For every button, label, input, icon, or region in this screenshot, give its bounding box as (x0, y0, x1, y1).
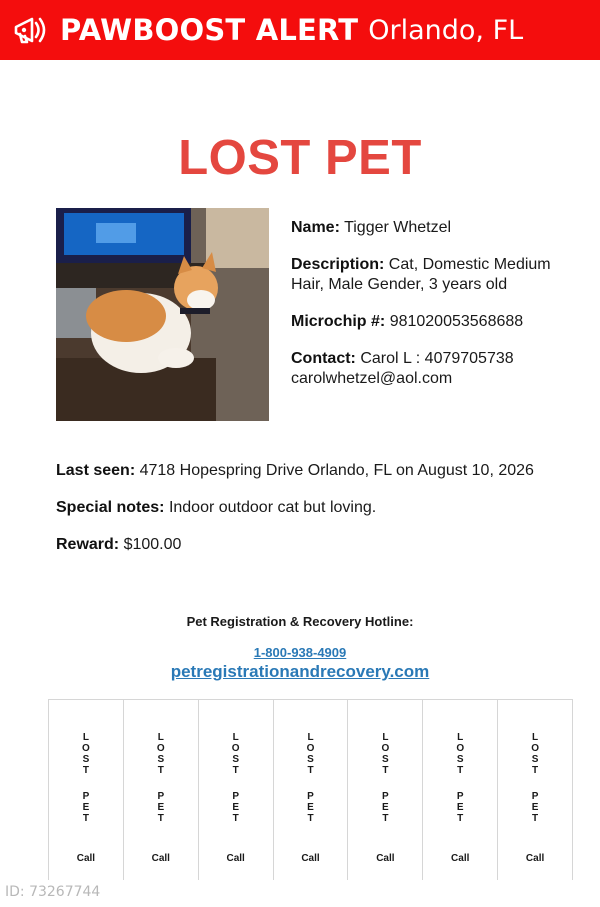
tab-letter: O (231, 743, 240, 754)
tab-letter: E (531, 802, 539, 813)
tab-letter: S (82, 754, 90, 765)
reward: Reward: $100.00 (56, 536, 182, 553)
tear-tab[interactable] (199, 700, 274, 880)
tab-letter: O (456, 743, 465, 754)
tear-tab-text (423, 732, 497, 824)
tab-letter: E (307, 802, 314, 813)
tab-letter: O (306, 743, 315, 754)
tab-call-label: Call (151, 853, 170, 864)
tab-letter: O (531, 743, 539, 754)
tab-letter: P (307, 791, 314, 802)
hotline-phone-link[interactable]: 1-800-938-4909 (253, 645, 347, 660)
tab-letter: O (82, 743, 90, 754)
tab-call-label: Call (76, 853, 96, 864)
tab-letter: L (382, 732, 389, 743)
tab-letter: P (82, 791, 90, 802)
pet-description: Description: Cat, Domestic Medium Hair, Male Gender, 3 years old (291, 256, 551, 293)
hotline-website (0, 662, 600, 682)
alert-banner (0, 0, 600, 60)
tear-tab[interactable] (124, 700, 199, 880)
tab-letter: E (232, 802, 239, 813)
tab-letter: T (532, 765, 539, 776)
tab-call-label: Call (376, 853, 395, 864)
tab-letter: S (382, 754, 389, 765)
tab-letter: P (382, 791, 389, 802)
tab-letter: T (157, 813, 164, 824)
tab-letter: L (232, 732, 239, 743)
tab-letter: O (381, 743, 390, 754)
tab-letter: L (157, 732, 164, 743)
tear-off-tabs (48, 699, 573, 880)
tab-call-label: Call (301, 853, 320, 864)
hotline-title: Pet Registration & Recovery Hotline: (186, 614, 414, 629)
tab-letter: T (82, 765, 89, 776)
megaphone-paw-icon (8, 8, 52, 52)
tab-letter: P (531, 791, 539, 802)
tab-letter: E (157, 802, 165, 813)
brand-name: PAWBOOST ALERT (60, 13, 359, 47)
pet-microchip: Microchip #: 981020053568688 (291, 313, 524, 330)
page-title: LOST PET (178, 131, 422, 185)
website-link[interactable]: petregistrationandrecovery.com (170, 662, 430, 681)
tear-tab-text (498, 732, 572, 824)
tab-letter: S (157, 754, 165, 765)
tab-letter: P (232, 791, 239, 802)
tab-letter: T (232, 813, 239, 824)
pet-details (56, 460, 556, 571)
last-seen: Last seen: 4718 Hopespring Drive Orlando, FL on August 10, 2026 (56, 462, 534, 479)
tab-letter: L (82, 732, 89, 743)
tear-tab[interactable] (49, 700, 124, 880)
tab-letter: T (82, 813, 89, 824)
tab-letter: L (532, 732, 539, 743)
tab-letter: S (232, 754, 239, 765)
tab-call-label: Call (226, 853, 245, 864)
tear-tab[interactable] (498, 700, 573, 880)
tab-letter: T (307, 765, 314, 776)
pet-photo (56, 208, 269, 421)
tab-call-label: Call (525, 853, 545, 864)
tear-tab-text (274, 732, 348, 824)
pet-contact: Contact: Carol L : 4079705738 carolwhetzel@aol.com (291, 350, 514, 387)
tear-tab-text (124, 732, 198, 824)
tab-letter: E (82, 802, 90, 813)
tab-letter: P (157, 791, 165, 802)
tab-letter: T (232, 765, 239, 776)
listing-id: ID: 73267744 (5, 884, 101, 900)
special-notes: Special notes: Indoor outdoor cat but loving. (56, 499, 377, 516)
tear-tab-text (199, 732, 273, 824)
tab-letter: S (307, 754, 314, 765)
tab-letter: E (456, 802, 464, 813)
pet-name: Name: Tigger Whetzel (291, 219, 452, 236)
tab-letter: E (382, 802, 389, 813)
tab-letter: T (382, 813, 389, 824)
contact-email[interactable]: carolwhetzel@aol.com (291, 370, 453, 387)
tab-letter: T (157, 765, 164, 776)
tab-letter: O (156, 743, 165, 754)
tab-letter: T (457, 765, 464, 776)
tear-tab[interactable] (274, 700, 349, 880)
hotline-phone (0, 645, 600, 660)
tab-letter: P (456, 791, 464, 802)
alert-city: Orlando, FL (368, 14, 524, 46)
tear-tab-text (49, 732, 123, 824)
tab-call-label: Call (451, 853, 470, 864)
tab-letter: T (382, 765, 389, 776)
tab-letter: S (456, 754, 464, 765)
tab-letter: S (531, 754, 539, 765)
tab-letter: T (457, 813, 464, 824)
tear-tab-text (348, 732, 422, 824)
tear-tab[interactable] (348, 700, 423, 880)
tab-letter: T (307, 813, 314, 824)
tab-letter: L (457, 732, 464, 743)
tear-tab[interactable] (423, 700, 498, 880)
tab-letter: T (532, 813, 539, 824)
pet-info (291, 218, 561, 406)
tab-letter: L (307, 732, 314, 743)
